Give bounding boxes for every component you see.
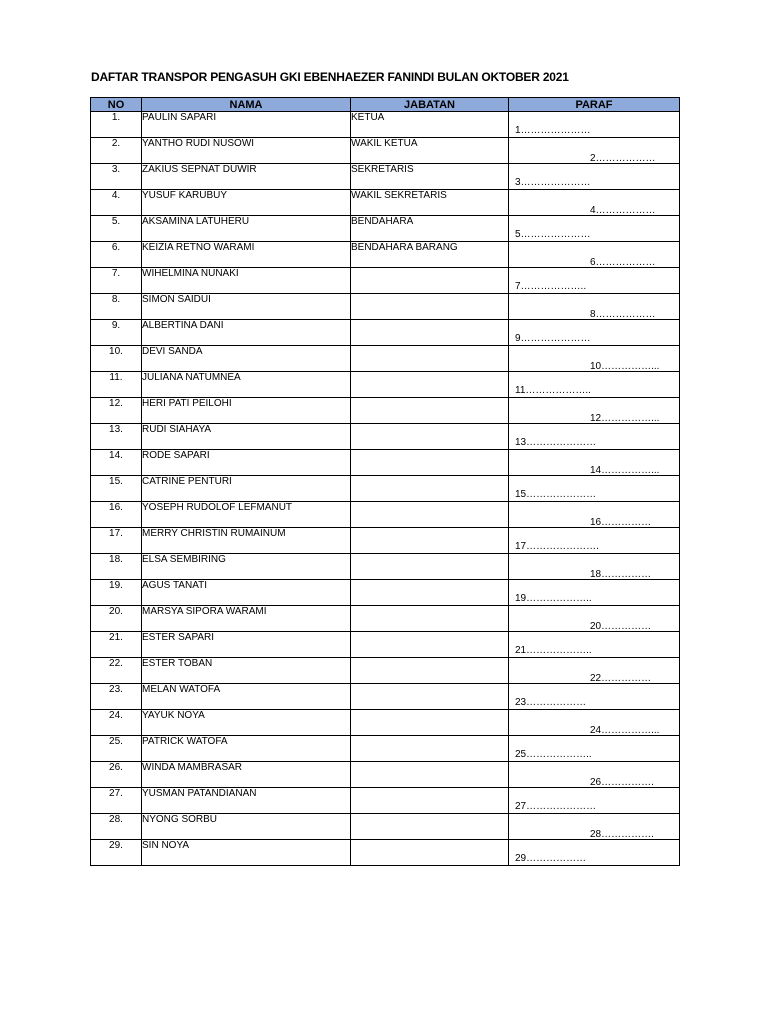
transport-roster-table [90,97,680,866]
signature-line: 8……………… [590,309,656,320]
row-number: 12. [91,398,142,424]
table-row [91,840,680,866]
member-position [351,554,509,580]
table-row [91,606,680,632]
signature-line: 24……………... [590,725,660,736]
signature-line: 15………………… [515,489,597,500]
member-name: SIMON SAIDUI [142,294,351,320]
member-position: WAKIL KETUA [351,138,509,164]
signature-line: 27………………… [515,801,597,812]
member-position [351,840,509,866]
row-number: 11. [91,372,142,398]
signature-cell [509,242,680,268]
row-number: 8. [91,294,142,320]
row-number: 5. [91,216,142,242]
table-row [91,424,680,450]
signature-line: 22…………… [590,673,652,684]
row-number: 21. [91,632,142,658]
row-number: 19. [91,580,142,606]
column-header-role: JABATAN [351,98,509,112]
member-position [351,762,509,788]
member-name: DEVI SANDA [142,346,351,372]
signature-cell [509,476,680,502]
signature-line: 17…………………. [515,541,599,552]
member-position [351,528,509,554]
member-position [351,268,509,294]
member-position [351,788,509,814]
row-number: 9. [91,320,142,346]
signature-line: 1………………… [515,125,591,136]
member-name: YUSMAN PATANDIANAN [142,788,351,814]
signature-cell [509,840,680,866]
member-position: KETUA [351,112,509,138]
member-name: KEIZIA RETNO WARAMI [142,242,351,268]
signature-line: 13………………… [515,437,597,448]
signature-line: 16…………… [590,517,652,528]
signature-line: 6……………… [590,257,656,268]
member-position: WAKIL SEKRETARIS [351,190,509,216]
member-name: MARSYA SIPORA WARAMI [142,606,351,632]
member-name: MERRY CHRISTIN RUMAINUM [142,528,351,554]
table-row [91,814,680,840]
signature-cell [509,164,680,190]
table-row [91,762,680,788]
member-name: ESTER SAPARI [142,632,351,658]
table-row [91,346,680,372]
column-header-sign: PARAF [509,98,680,112]
table-row [91,216,680,242]
member-position [351,320,509,346]
row-number: 18. [91,554,142,580]
signature-cell [509,632,680,658]
table-row [91,398,680,424]
table-row [91,476,680,502]
signature-cell [509,268,680,294]
table-row [91,788,680,814]
member-name: NYONG SORBU [142,814,351,840]
member-name: YUSUF KARUBUY [142,190,351,216]
member-name: WINDA MAMBRASAR [142,762,351,788]
member-position [351,372,509,398]
member-name: HERI PATI PEILOHI [142,398,351,424]
table-row [91,632,680,658]
member-position [351,736,509,762]
row-number: 1. [91,112,142,138]
signature-line: 14……………... [590,465,660,476]
signature-line: 10……………... [590,361,660,372]
member-position [351,424,509,450]
column-header-name: NAMA [142,98,351,112]
member-position [351,684,509,710]
signature-line: 23……………… [515,697,587,708]
table-row [91,710,680,736]
table-row [91,450,680,476]
member-position [351,632,509,658]
row-number: 26. [91,762,142,788]
signature-line: 26……………. [590,777,654,788]
row-number: 24. [91,710,142,736]
signature-cell [509,710,680,736]
signature-line: 4……………… [590,205,656,216]
row-number: 27. [91,788,142,814]
row-number: 28. [91,814,142,840]
member-name: CATRINE PENTURI [142,476,351,502]
member-name: YOSEPH RUDOLOF LEFMANUT [142,502,351,528]
table-row [91,138,680,164]
signature-line: 29……………… [515,853,587,864]
signature-cell [509,502,680,528]
member-position [351,710,509,736]
member-position [351,814,509,840]
row-number: 6. [91,242,142,268]
signature-line: 19……………….. [515,593,592,604]
member-position [351,502,509,528]
table-row [91,528,680,554]
signature-cell [509,580,680,606]
column-header-no: NO [91,98,142,112]
signature-line: 28……………. [590,829,654,840]
row-number: 23. [91,684,142,710]
member-name: ESTER TOBAN [142,658,351,684]
member-name: ALBERTINA DANI [142,320,351,346]
member-name: YAYUK NOYA [142,710,351,736]
signature-cell [509,112,680,138]
signature-cell [509,450,680,476]
signature-line: 2……………… [590,153,656,164]
member-position [351,606,509,632]
member-name: MELAN WATOFA [142,684,351,710]
table-row [91,190,680,216]
signature-line: 12……………... [590,413,660,424]
member-name: RUDI SIAHAYA [142,424,351,450]
member-name: ZAKIUS SEPNAT DUWIR [142,164,351,190]
signature-cell [509,606,680,632]
page-title: DAFTAR TRANSPOR PENGASUH GKI EBENHAEZER FANINDI BULAN OKTOBER 2021 [91,70,569,84]
signature-cell [509,346,680,372]
signature-line: 20…………… [590,621,652,632]
signature-cell [509,138,680,164]
member-position [351,580,509,606]
signature-cell [509,658,680,684]
table-row [91,736,680,762]
signature-cell [509,684,680,710]
row-number: 22. [91,658,142,684]
row-number: 3. [91,164,142,190]
signature-cell [509,554,680,580]
table-row [91,658,680,684]
signature-cell [509,216,680,242]
member-position: SEKRETARIS [351,164,509,190]
signature-line: 11……………….. [515,385,591,396]
member-position [351,398,509,424]
member-name: WIHELMINA NUNAKI [142,268,351,294]
row-number: 25. [91,736,142,762]
table-row [91,554,680,580]
member-name: PATRICK WATOFA [142,736,351,762]
table-row [91,502,680,528]
member-name: AGUS TANATI [142,580,351,606]
row-number: 29. [91,840,142,866]
row-number: 2. [91,138,142,164]
signature-cell [509,294,680,320]
member-position [351,346,509,372]
member-position [351,450,509,476]
row-number: 16. [91,502,142,528]
roster-body [91,112,680,866]
member-name: JULIANA NATUMNEA [142,372,351,398]
row-number: 14. [91,450,142,476]
signature-cell [509,762,680,788]
member-name: SIN NOYA [142,840,351,866]
signature-line: 18…………… [590,569,652,580]
member-position [351,294,509,320]
table-row [91,684,680,710]
signature-cell [509,372,680,398]
table-row [91,112,680,138]
table-row [91,294,680,320]
member-name: PAULIN SAPARI [142,112,351,138]
row-number: 17. [91,528,142,554]
member-position: BENDAHARA [351,216,509,242]
table-row [91,320,680,346]
header-row [91,98,680,112]
signature-line: 21……………….. [515,645,592,656]
row-number: 20. [91,606,142,632]
row-number: 10. [91,346,142,372]
table-row [91,242,680,268]
table-row [91,372,680,398]
signature-cell [509,736,680,762]
member-name: YANTHO RUDI NUSOWI [142,138,351,164]
signature-cell [509,320,680,346]
member-name: RODE SAPARI [142,450,351,476]
signature-cell [509,814,680,840]
table-row [91,268,680,294]
signature-line: 9………………… [515,333,591,344]
signature-cell [509,398,680,424]
table-row [91,580,680,606]
member-position [351,658,509,684]
member-position [351,476,509,502]
member-name: AKSAMINA LATUHERU [142,216,351,242]
row-number: 7. [91,268,142,294]
signature-line: 3………………… [515,177,591,188]
row-number: 4. [91,190,142,216]
member-position: BENDAHARA BARANG [351,242,509,268]
member-name: ELSA SEMBIRING [142,554,351,580]
signature-cell [509,190,680,216]
row-number: 15. [91,476,142,502]
signature-line: 7……………….. [515,281,587,292]
row-number: 13. [91,424,142,450]
signature-line: 25……………….. [515,749,592,760]
signature-line: 5………………… [515,229,591,240]
table-row [91,164,680,190]
signature-cell [509,788,680,814]
signature-cell [509,424,680,450]
signature-cell [509,528,680,554]
